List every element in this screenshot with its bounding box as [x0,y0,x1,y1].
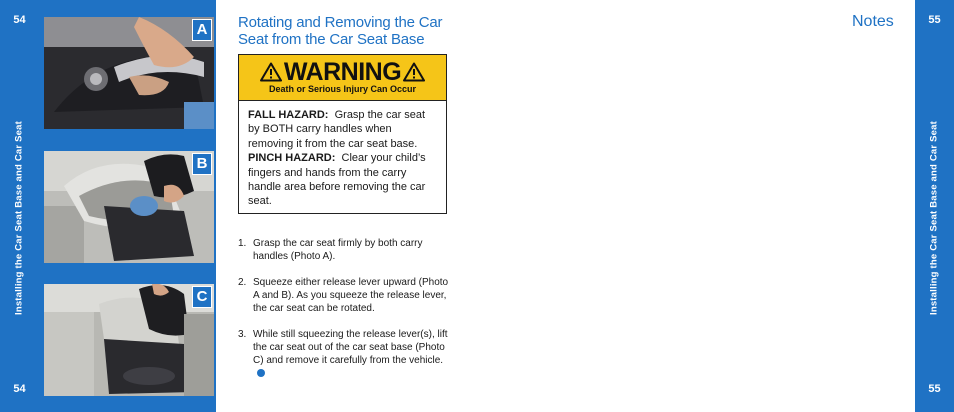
left-page-strip [0,0,39,412]
pinch-hazard-label: PINCH HAZARD: [248,152,336,165]
page-number-bottom: 54 [13,383,26,395]
fall-hazard-text: Grasp the car seat by BOTH carry handles when removing it from the car seat base. [248,109,426,150]
section-side-text: Installing the Car Seat Base and Car Seat [928,120,940,316]
photo-b-image [44,151,214,263]
photo-label-b: B [192,153,212,175]
photo-b [44,151,214,263]
photo-c [44,284,214,396]
photo-column [39,0,216,412]
notes-title: Notes [852,13,894,30]
step-number: 3. [238,329,247,340]
step-number: 1. [238,238,247,249]
warning-triangle-icon [260,62,282,82]
fall-hazard-label: FALL HAZARD: [248,109,329,121]
warning-heading-text: WARNING [283,57,402,86]
photo-a [44,17,214,129]
instruction-steps [238,237,450,393]
photo-a-image [44,17,214,129]
warning-body [239,101,446,209]
warning-subheading: Death or Serious Injury Can Occur [268,84,417,94]
page-number-top: 55 [928,14,941,26]
photo-label-a: A [192,19,212,41]
page-number-bottom: 55 [928,383,941,395]
warning-header [239,55,446,101]
list-item [238,276,450,315]
step-number: 2. [238,277,247,288]
list-item [238,328,450,380]
warning-title [239,55,446,84]
section-side-text: Installing the Car Seat Base and Car Seat [13,120,25,316]
right-page-strip [915,0,954,412]
photo-label-c: C [192,286,212,308]
step-text-last [253,328,450,380]
warning-triangle-icon [403,62,425,82]
photo-c-image [44,284,214,396]
step-text: Squeeze either release lever upward (Photo A and B). As you squeeze the release lever, the car seat can be rotated. [253,277,449,314]
page-number-top: 54 [13,14,26,26]
page-title: Rotating and Removing the Car Seat from the Car Seat Base [238,14,443,48]
end-of-section-dot-icon [257,369,265,377]
step-text: Grasp the car seat firmly by both carry handles (Photo A). [253,238,423,262]
warning-box [238,54,447,214]
list-item [238,237,450,263]
step-text: While still squeezing the release lever(s), lift the car seat out of the car seat base (Photo C) and remove it carefully from the vehicle. [253,329,448,366]
pinch-hazard-text: Clear your child’s fingers and hands from the carry handle area before removing the car seat. [248,152,426,208]
